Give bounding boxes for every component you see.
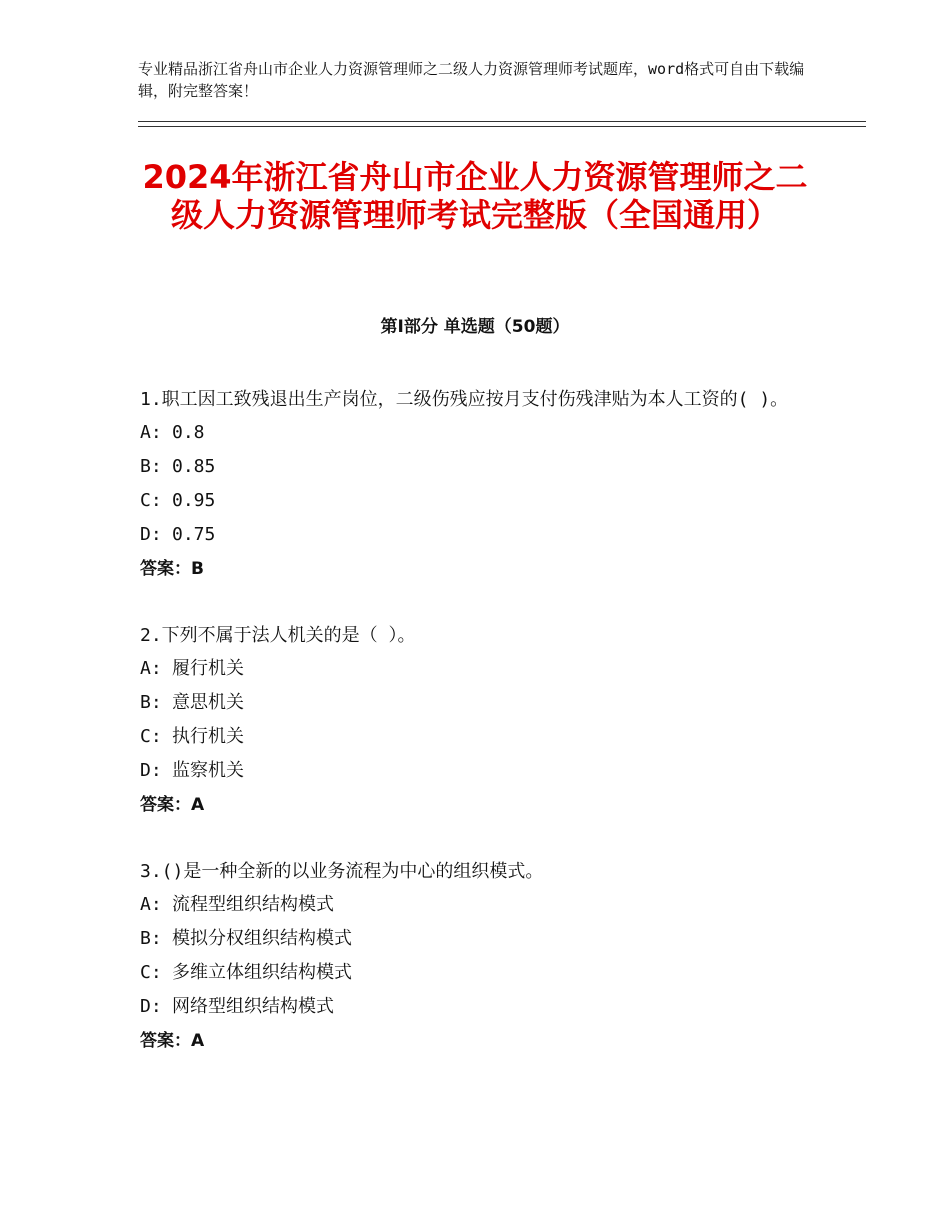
option-key: A: [140,422,162,443]
answer-label: 答案： [140,559,191,579]
option-key: D: [140,996,162,1017]
option-a [140,416,820,450]
answer-value: A [191,795,205,815]
document-title: 2024年浙江省舟山市企业人力资源管理师之二级人力资源管理师考试完整版（全国通用） [142,158,808,234]
option-text: 多维立体组织结构模式 [172,962,352,983]
question-stem: 3.()是一种全新的以业务流程为中心的组织模式。 [140,861,544,882]
option-text: 监察机关 [172,760,244,781]
option-key: A: [140,894,162,915]
question-list [140,383,820,1091]
answer-label: 答案： [140,1031,191,1051]
option-b [140,686,820,720]
option-a [140,652,820,686]
answer [140,1024,820,1058]
answer-value: B [191,559,204,579]
answer [140,552,820,586]
option-d [140,754,820,788]
option-text: 流程型组织结构模式 [172,894,334,915]
option-text: 0.85 [172,456,216,477]
option-key: D: [140,524,162,545]
option-key: B: [140,692,162,713]
answer-value: A [191,1031,205,1051]
answer [140,788,820,822]
option-d [140,518,820,552]
section-title: 第Ⅰ部分 单选题（50题） [380,317,570,337]
option-text: 履行机关 [172,658,244,679]
option-text: 模拟分权组织结构模式 [172,928,352,949]
option-c [140,484,820,518]
header-divider [138,121,866,127]
option-c [140,720,820,754]
option-text: 0.95 [172,490,216,511]
option-text: 0.75 [172,524,216,545]
option-key: C: [140,726,162,747]
option-key: B: [140,456,162,477]
option-key: A: [140,658,162,679]
option-key: C: [140,962,162,983]
option-a [140,888,820,922]
question-1 [140,383,820,586]
question-2 [140,619,820,822]
option-c [140,956,820,990]
option-key: D: [140,760,162,781]
option-key: B: [140,928,162,949]
question-stem: 2.下列不属于法人机关的是（ ）。 [140,625,416,646]
option-text: 执行机关 [172,726,244,747]
answer-label: 答案： [140,795,191,815]
question-3 [140,855,820,1058]
option-key: C: [140,490,162,511]
option-text: 网络型组织结构模式 [172,996,334,1017]
option-d [140,990,820,1024]
option-text: 0.8 [172,422,205,443]
header-note: 专业精品浙江省舟山市企业人力资源管理师之二级人力资源管理师考试题库，word格式可自由下载编辑，附完整答案！ [138,60,805,100]
option-b [140,450,820,484]
option-b [140,922,820,956]
question-stem: 1.职工因工致残退出生产岗位，二级伤残应按月支付伤残津贴为本人工资的( )。 [140,389,789,410]
option-text: 意思机关 [172,692,244,713]
